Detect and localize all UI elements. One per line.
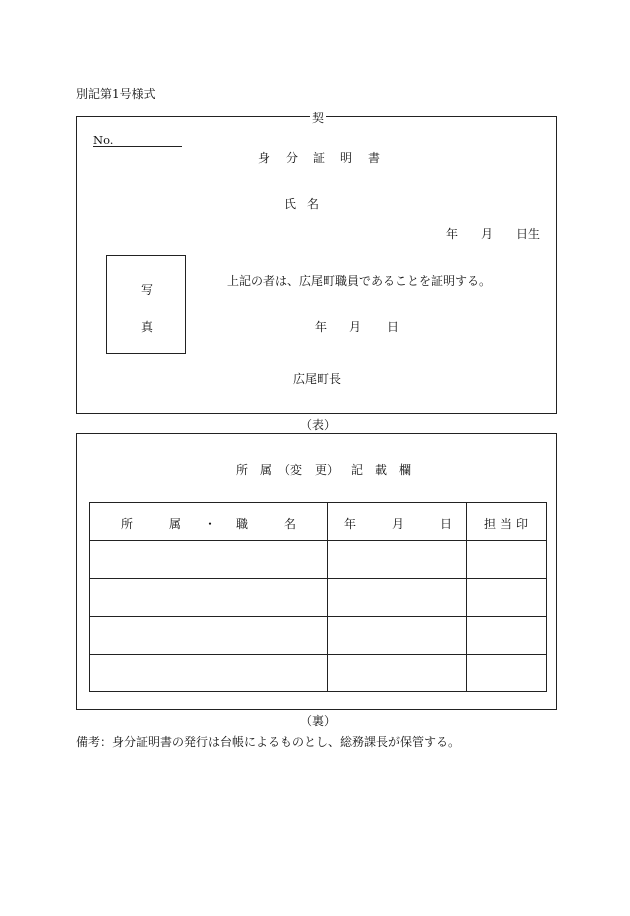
front-title-char: 分	[286, 151, 299, 165]
name-label-char: 名	[307, 197, 320, 211]
header-date	[328, 503, 467, 541]
table-row	[90, 617, 547, 655]
table-row	[90, 655, 547, 692]
front-title-char: 書	[368, 151, 381, 165]
table-row	[90, 579, 547, 617]
header-stamp-char: 担	[484, 516, 497, 531]
header-dept-char: 名	[284, 516, 297, 531]
front-side-label: （表）	[300, 418, 337, 432]
issue-day-char: 日	[387, 320, 400, 334]
record-table	[89, 502, 547, 692]
birth-year-char: 年	[446, 227, 459, 241]
back-title-char: 記	[351, 463, 364, 477]
back-title-char: 属	[260, 463, 273, 477]
stamp-cell	[467, 655, 547, 692]
birth-month-char: 月	[481, 227, 494, 241]
back-title-char: 更）	[315, 463, 340, 477]
date-cell	[328, 541, 467, 579]
back-title-char: 欄	[399, 463, 412, 477]
issue-year-char: 年	[315, 320, 328, 334]
issue-month-char: 月	[349, 320, 362, 334]
header-dept-char: ・	[204, 516, 217, 531]
back-title-char: 載	[375, 463, 388, 477]
dept-cell	[90, 541, 328, 579]
front-title-char: 身	[258, 151, 271, 165]
back-title-char: （変	[278, 463, 303, 477]
photo-box	[106, 255, 186, 354]
stamp-cell	[467, 579, 547, 617]
front-title-char: 明	[340, 151, 353, 165]
back-side-label: （裏）	[300, 714, 337, 728]
header-dept-char: 職	[236, 516, 249, 531]
header-stamp-char: 当	[500, 516, 513, 531]
table-row	[90, 541, 547, 579]
issuer: 広尾町長	[293, 372, 342, 386]
stamp-cell	[467, 617, 547, 655]
header-stamp	[467, 503, 547, 541]
dept-cell	[90, 655, 328, 692]
header-dept-char: 所	[121, 516, 134, 531]
cut-mark: 契	[312, 111, 325, 125]
name-label-char: 氏	[284, 197, 297, 211]
number-label: No.	[93, 133, 114, 147]
date-cell	[328, 655, 467, 692]
photo-label-char: 写	[141, 283, 154, 297]
note: 備考：身分証明書の発行は台帳によるものとし、総務課長が保管する。	[76, 735, 461, 749]
back-title-char: 所	[236, 463, 249, 477]
header-date-char: 月	[392, 516, 405, 531]
header-dept-char: 属	[169, 516, 182, 531]
certify-text: 上記の者は、広尾町職員であることを証明する。	[227, 274, 492, 288]
front-title-char: 証	[313, 151, 326, 165]
header-dept-position	[90, 503, 328, 541]
dept-cell	[90, 579, 328, 617]
birth-day-char: 日生	[516, 227, 541, 241]
photo-label-char: 真	[141, 320, 154, 334]
date-cell	[328, 617, 467, 655]
header-stamp-char: 印	[516, 516, 529, 531]
dept-cell	[90, 617, 328, 655]
header-date-char: 年	[344, 516, 357, 531]
header-date-char: 日	[440, 516, 453, 531]
date-cell	[328, 579, 467, 617]
form-label: 別記第1号様式	[76, 87, 156, 101]
record-table-header	[90, 503, 547, 541]
stamp-cell	[467, 541, 547, 579]
number-field	[93, 134, 182, 147]
